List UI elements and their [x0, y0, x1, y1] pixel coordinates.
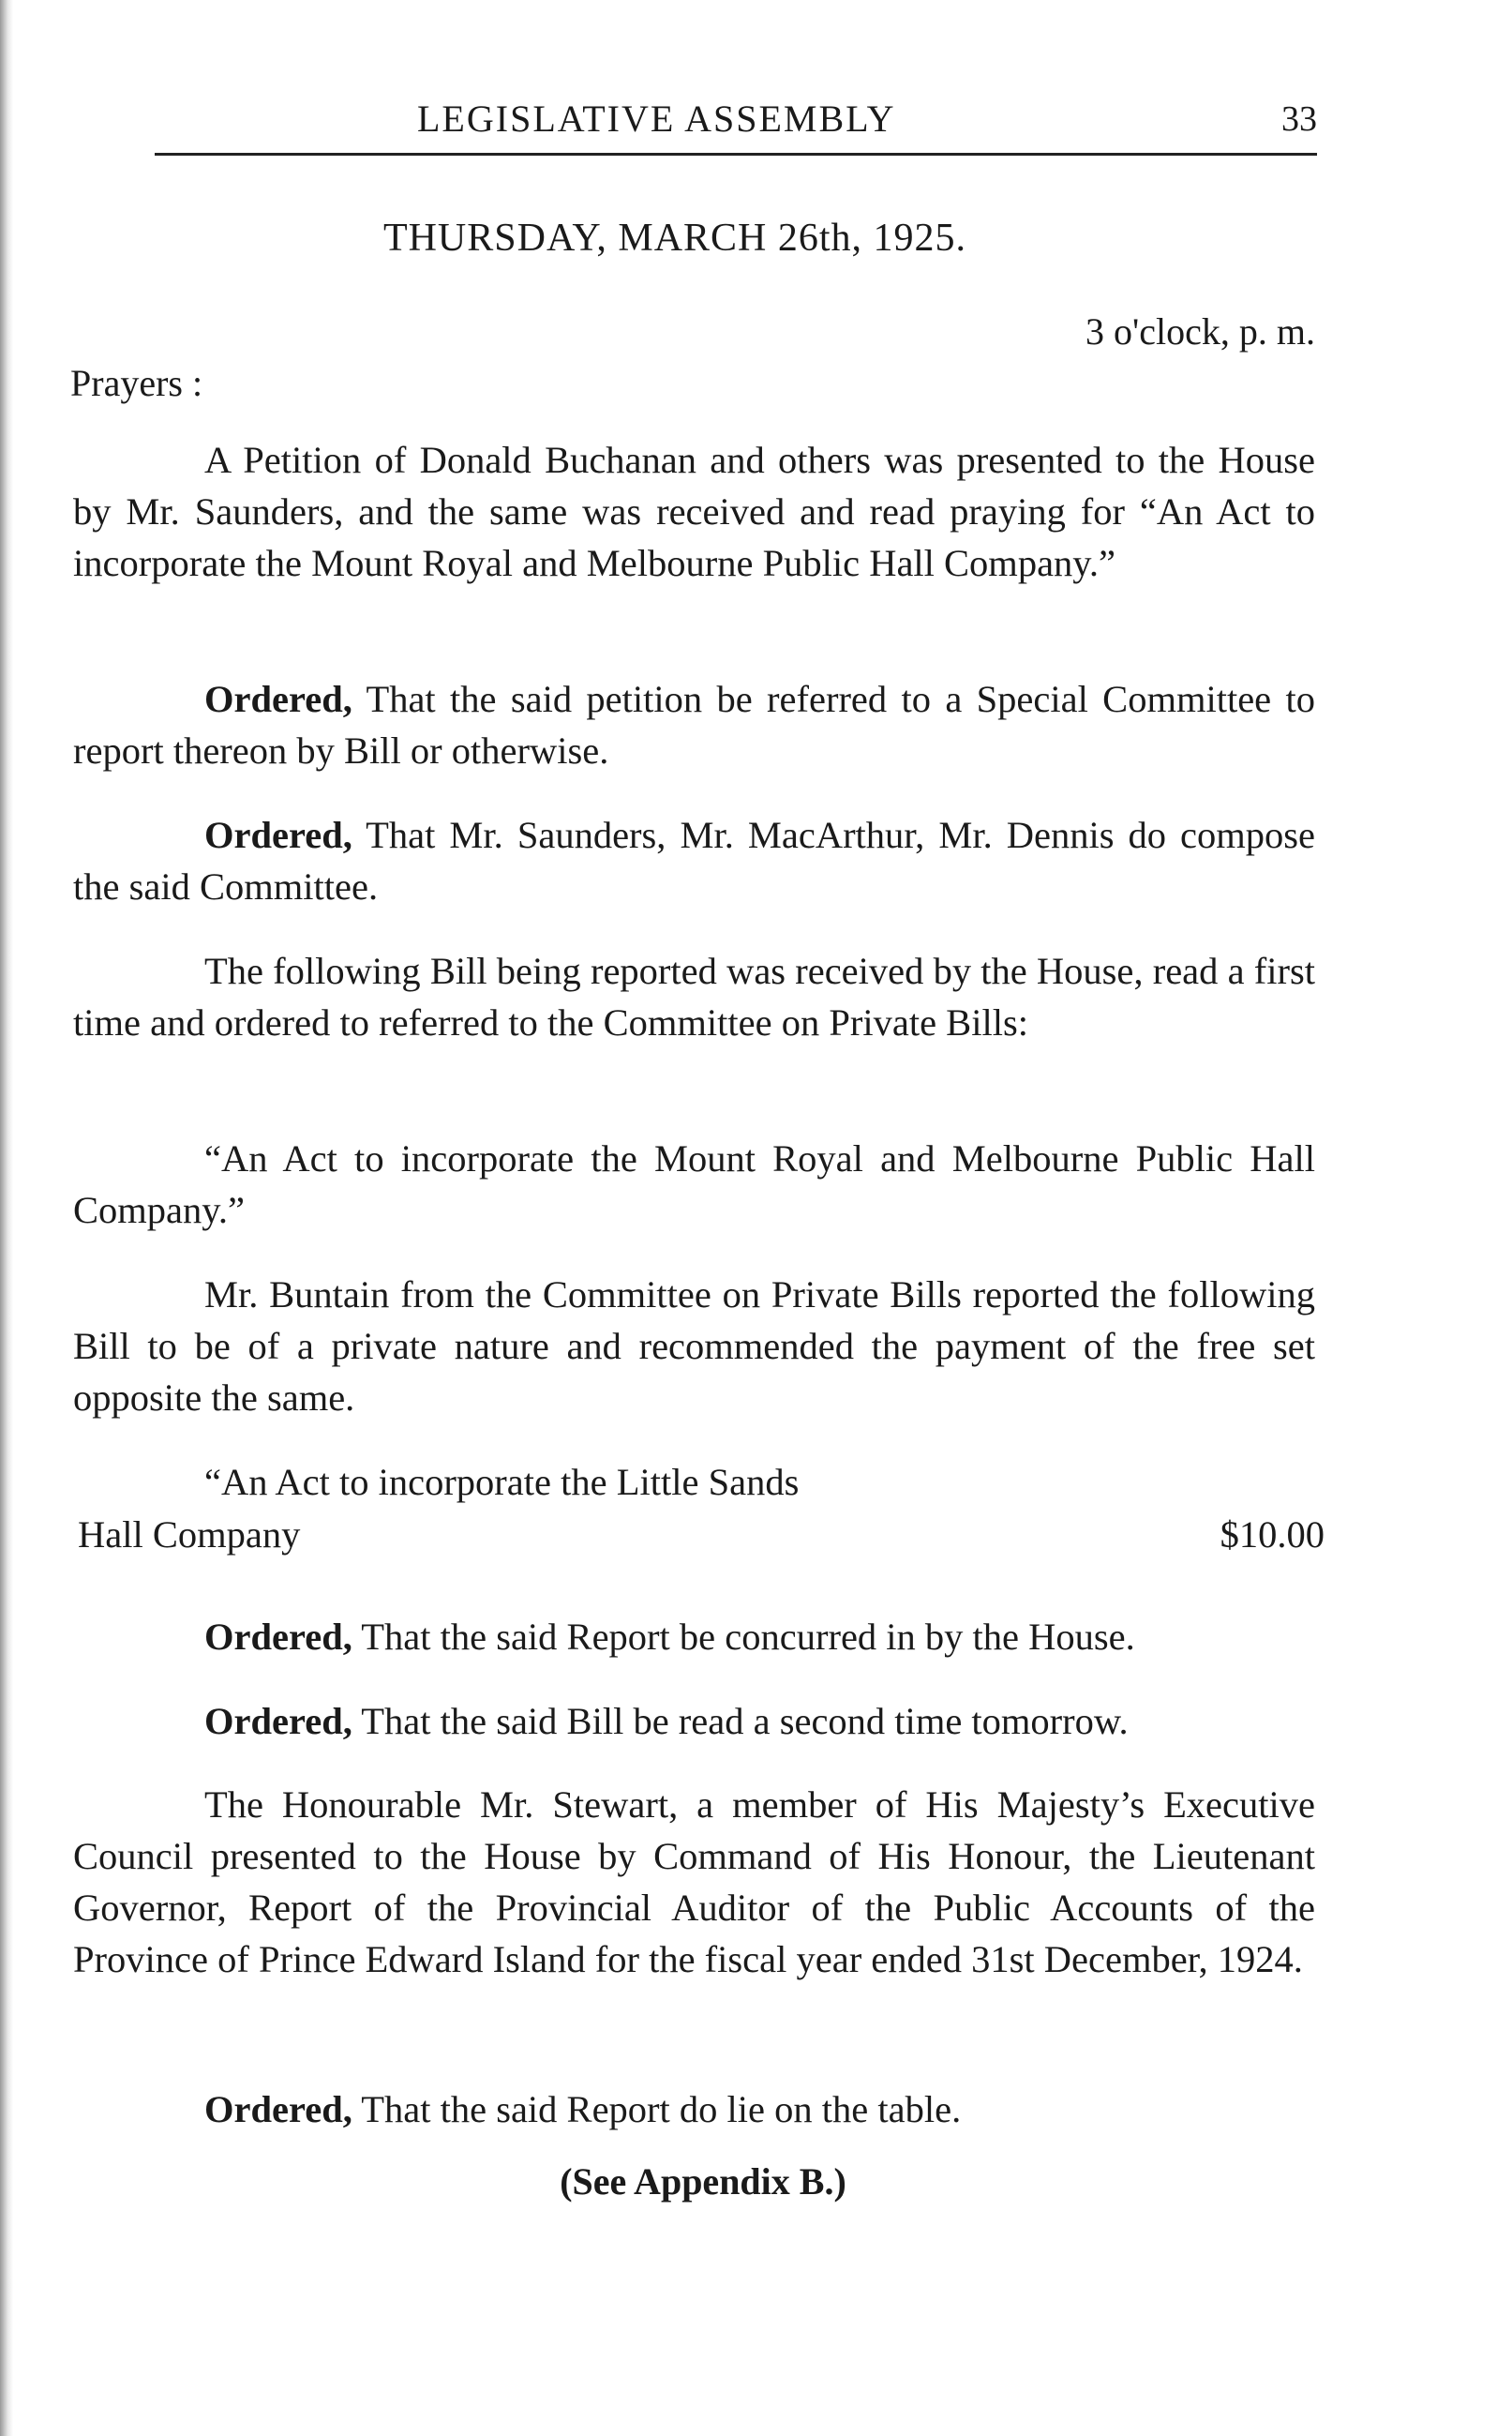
fee-line: [78, 1512, 1325, 1556]
paragraph-act-title: “An Act to incorporate the Mount Royal and Melbourne Public Hall Company.”: [73, 1137, 1315, 1231]
sitting-date: THURSDAY, MARCH 26th, 1925.: [382, 217, 967, 260]
paragraph-stewart-report: The Honourable Mr. Stewart, a member of His Majesty’s Executive Council presented to the House by Command of His Honour, the Lieutenant Governor, Report of the Provincial Auditor of the Public Accounts of the Province of Prince Edward Island for the fiscal year ended 31st December, 1924.: [73, 1783, 1315, 1980]
paragraph-little-sands-act: “An Act to incorporate the Little Sands: [204, 1461, 800, 1503]
ordered-label: Ordered,: [204, 1700, 352, 1742]
appendix-reference: (See Appendix B.): [560, 2160, 846, 2203]
fee-line-label: Hall Company: [78, 1513, 301, 1556]
fee-amount: $10.00: [1220, 1513, 1325, 1556]
page-header: [155, 89, 1317, 155]
paragraph-ordered-referral: Ordered, That the said petition be referred to a Special Committee to report thereon by Bill or otherwise.: [73, 678, 1315, 772]
paragraph-bill-reported: The following Bill being reported was received by the House, read a first time and ordered to referred to the Committee on Private Bills:: [73, 950, 1315, 1044]
prayers-label: Prayers :: [70, 362, 203, 404]
paragraph-ordered-table: Ordered, That the said Report do lie on the table.: [204, 2088, 962, 2130]
ordered-label: Ordered,: [204, 2088, 352, 2130]
running-head: LEGISLATIVE ASSEMBLY: [417, 98, 896, 140]
header-rule: [155, 153, 1317, 156]
paragraph-petition: A Petition of Donald Buchanan and others was presented to the House by Mr. Saunders, and the same was received and read praying for “An Act to incorporate the Mount Royal and Melbourne Public Hall Company.”: [73, 439, 1315, 584]
ordered-label: Ordered,: [204, 1616, 352, 1658]
page-edge-shadow: [0, 0, 13, 2436]
ordered-label: Ordered,: [204, 678, 352, 720]
paragraph-buntain-report: Mr. Buntain from the Committee on Private Bills reported the following Bill to be of a private nature and recommended the payment of the free set opposite the same.: [73, 1273, 1315, 1419]
ordered-label: Ordered,: [204, 814, 352, 856]
paragraph-ordered-committee: Ordered, That Mr. Saunders, Mr. MacArthur, Mr. Dennis do compose the said Committee.: [73, 814, 1315, 908]
paragraph-ordered-concurred: Ordered, That the said Report be concurred in by the House.: [204, 1616, 1135, 1658]
sitting-time: 3 o'clock, p. m.: [1085, 310, 1315, 353]
page-number: 33: [1281, 99, 1317, 139]
paragraph-ordered-second-reading: Ordered, That the said Bill be read a second time tomorrow.: [204, 1700, 1129, 1742]
